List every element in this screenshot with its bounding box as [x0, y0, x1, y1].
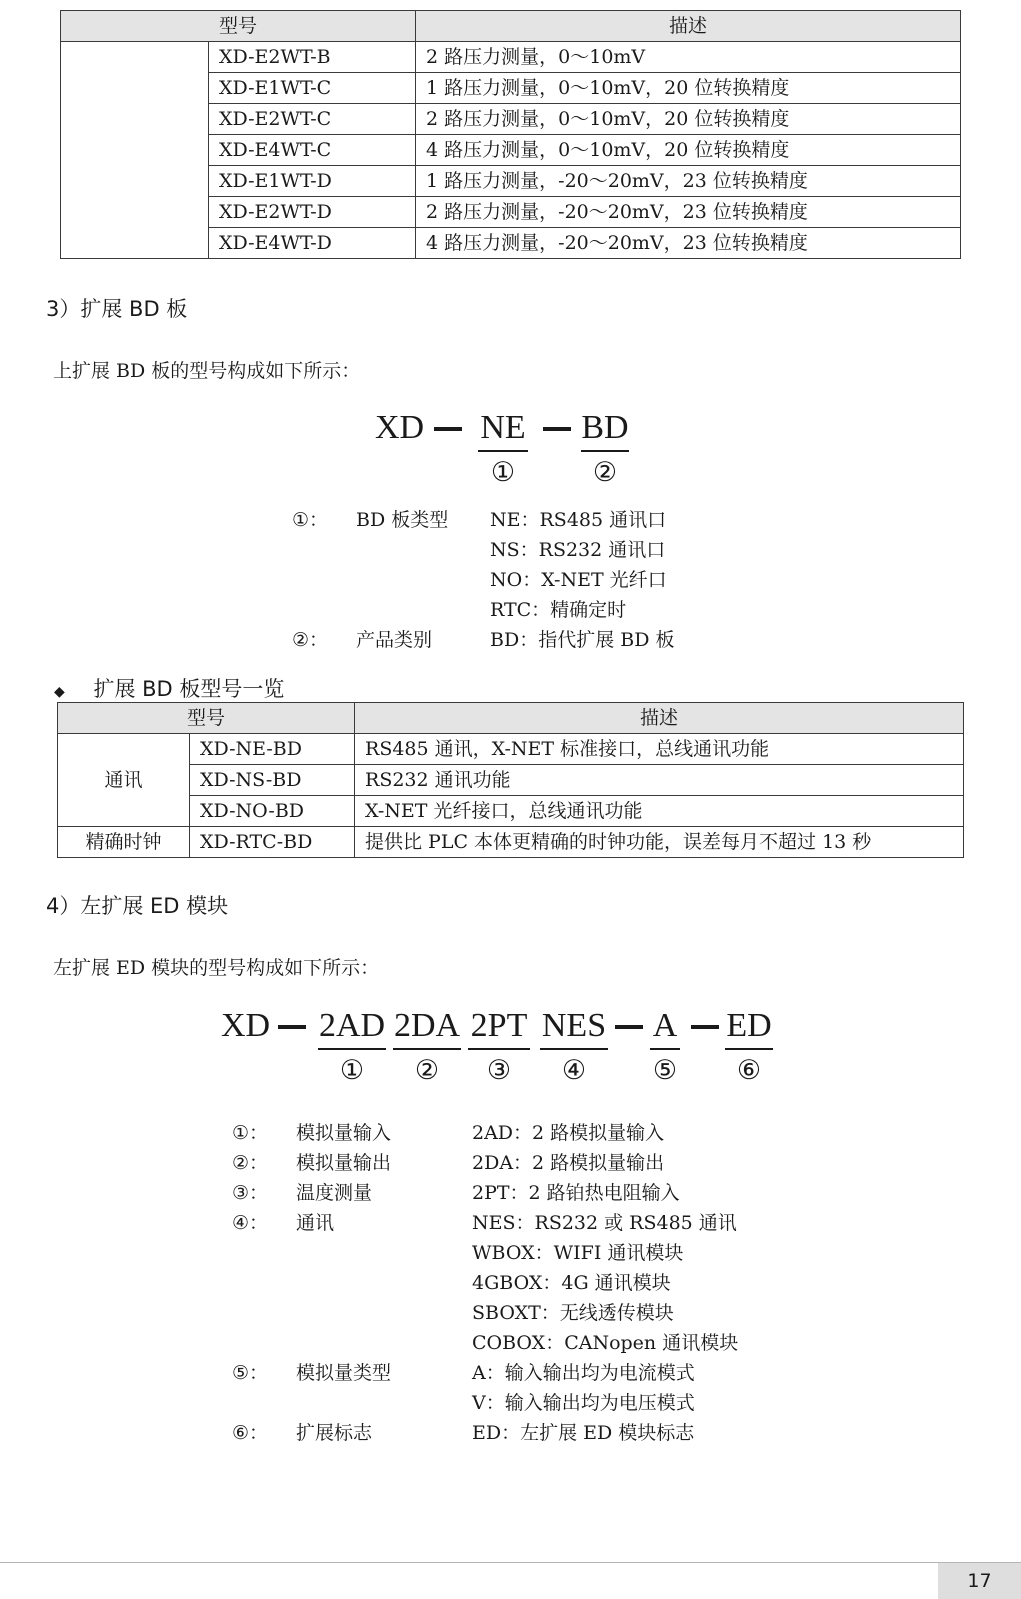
legend-number: ④：: [232, 1212, 269, 1234]
segment-number: ⑥: [736, 1055, 762, 1085]
segment-number: ②: [414, 1055, 440, 1085]
model-cell: XD-NE-BD: [190, 734, 355, 765]
formula-dash: [543, 427, 571, 431]
desc-cell: 1 路压力测量，0～10mV，20 位转换精度: [416, 73, 961, 104]
formula-dash: [278, 1025, 306, 1029]
legend-value: NS：RS232 通讯口: [490, 539, 666, 561]
segment-code: 2PT: [468, 1006, 530, 1050]
formula-segment-1: [318, 1006, 386, 1086]
desc-cell: 2 路压力测量，0～10mV，20 位转换精度: [416, 104, 961, 135]
segment-code: NE: [478, 408, 528, 452]
legend-label: 通讯: [296, 1212, 335, 1234]
legend-value: BD：指代扩展 BD 板: [490, 629, 675, 651]
formula-dash: [691, 1025, 719, 1029]
table-header-row: [58, 703, 964, 734]
formula-segment-6: [725, 1006, 773, 1086]
formula-dash: [615, 1025, 643, 1029]
bd-model-formula: [372, 408, 662, 488]
list-title-text: 扩展 BD 板型号一览: [93, 677, 285, 701]
legend-value: WBOX：WIFI 通讯模块: [472, 1242, 684, 1264]
segment-code: A: [650, 1006, 680, 1050]
legend-number: ②：: [292, 629, 329, 651]
header-desc: 描述: [416, 11, 961, 42]
legend-value: NES：RS232 或 RS485 通讯: [472, 1212, 737, 1234]
formula-segment-2: [581, 408, 629, 488]
legend-number: ⑤：: [232, 1362, 269, 1384]
bd-legend: [292, 505, 792, 655]
desc-cell: 2 路压力测量，0～10mV: [416, 42, 961, 73]
segment-number: ②: [592, 457, 618, 487]
table-row: [58, 827, 964, 858]
segment-code: NES: [540, 1006, 608, 1050]
section-3-intro: 上扩展 BD 板的型号构成如下所示：: [53, 360, 361, 382]
legend-label: BD 板类型: [356, 509, 449, 531]
legend-label: 模拟量输入: [296, 1122, 392, 1144]
formula-segment-1: [478, 408, 528, 488]
segment-number: ④: [561, 1055, 587, 1085]
group-cell-empty: [61, 42, 209, 259]
model-cell: XD-E2WT-C: [209, 104, 416, 135]
formula-segment-3: [468, 1006, 530, 1086]
legend-label: 温度测量: [296, 1182, 373, 1204]
section-3-heading: 3）扩展 BD 板: [46, 297, 188, 321]
group-cell: 通讯: [58, 734, 190, 827]
table-header-row: [61, 11, 961, 42]
segment-number: ①: [339, 1055, 365, 1085]
bullet-icon: ◆: [54, 684, 65, 700]
pressure-module-table: [60, 10, 961, 259]
segment-number: ①: [490, 457, 516, 487]
legend-number: ①：: [292, 509, 329, 531]
desc-cell: X-NET 光纤接口，总线通讯功能: [355, 796, 964, 827]
model-cell: XD-NO-BD: [190, 796, 355, 827]
model-cell: XD-E1WT-D: [209, 166, 416, 197]
segment-code: ED: [725, 1006, 773, 1050]
model-cell: XD-E4WT-D: [209, 228, 416, 259]
legend-value: A：输入输出均为电流模式: [472, 1362, 695, 1384]
header-desc: 描述: [355, 703, 964, 734]
legend-value: RTC：精确定时: [490, 599, 627, 621]
legend-label: 模拟量输出: [296, 1152, 392, 1174]
legend-value: V：输入输出均为电压模式: [472, 1392, 695, 1414]
ed-legend: [232, 1118, 792, 1458]
model-cell: XD-NS-BD: [190, 765, 355, 796]
segment-code: 2DA: [393, 1006, 461, 1050]
model-cell: XD-E2WT-B: [209, 42, 416, 73]
legend-value: SBOXT：无线透传模块: [472, 1302, 674, 1324]
legend-number: ⑥：: [232, 1422, 269, 1444]
formula-segment-4: [540, 1006, 608, 1086]
table-row: [61, 42, 961, 73]
desc-cell: 4 路压力测量，-20～20mV，23 位转换精度: [416, 228, 961, 259]
model-cell: XD-E1WT-C: [209, 73, 416, 104]
bd-list-title: [54, 673, 284, 703]
legend-number: ③：: [232, 1182, 269, 1204]
table-row: [58, 796, 964, 827]
table-row: [58, 734, 964, 765]
group-cell: 精确时钟: [58, 827, 190, 858]
legend-number: ①：: [232, 1122, 269, 1144]
formula-prefix: XD: [220, 1007, 271, 1044]
desc-cell: 1 路压力测量，-20～20mV，23 位转换精度: [416, 166, 961, 197]
bd-model-table: [57, 702, 964, 858]
section-4-intro: 左扩展 ED 模块的型号构成如下所示：: [53, 957, 380, 979]
section-4-heading: 4）左扩展 ED 模块: [46, 894, 229, 918]
model-cell: XD-E2WT-D: [209, 197, 416, 228]
legend-label: 模拟量类型: [296, 1362, 392, 1384]
formula-segment-2: [393, 1006, 461, 1086]
desc-cell: 4 路压力测量，0～10mV，20 位转换精度: [416, 135, 961, 166]
header-model: 型号: [61, 11, 416, 42]
model-cell: XD-E4WT-C: [209, 135, 416, 166]
legend-value: NO：X-NET 光纤口: [490, 569, 667, 591]
segment-number: ③: [486, 1055, 512, 1085]
legend-label: 产品类别: [356, 629, 433, 651]
page-number: 17: [938, 1563, 1021, 1599]
legend-value: 2AD：2 路模拟量输入: [472, 1122, 665, 1144]
legend-number: ②：: [232, 1152, 269, 1174]
header-model: 型号: [58, 703, 355, 734]
ed-model-formula: [218, 1006, 798, 1086]
segment-code: 2AD: [318, 1006, 386, 1050]
desc-cell: 提供比 PLC 本体更精确的时钟功能，误差每月不超过 13 秒: [355, 827, 964, 858]
segment-code: BD: [581, 408, 629, 452]
legend-value: 2DA：2 路模拟量输出: [472, 1152, 665, 1174]
segment-number: ⑤: [652, 1055, 678, 1085]
legend-value: ED：左扩展 ED 模块标志: [472, 1422, 695, 1444]
legend-value: 4GBOX：4G 通讯模块: [472, 1272, 671, 1294]
legend-value: COBOX：CANopen 通讯模块: [472, 1332, 739, 1354]
table-row: [58, 765, 964, 796]
formula-dash: [434, 427, 462, 431]
formula-segment-5: [650, 1006, 680, 1086]
legend-label: 扩展标志: [296, 1422, 373, 1444]
legend-value: NE：RS485 通讯口: [490, 509, 667, 531]
formula-prefix: XD: [374, 409, 425, 446]
desc-cell: RS485 通讯，X-NET 标准接口，总线通讯功能: [355, 734, 964, 765]
desc-cell: RS232 通讯功能: [355, 765, 964, 796]
desc-cell: 2 路压力测量，-20～20mV，23 位转换精度: [416, 197, 961, 228]
model-cell: XD-RTC-BD: [190, 827, 355, 858]
footer-divider: [0, 1562, 1021, 1563]
legend-value: 2PT：2 路铂热电阻输入: [472, 1182, 680, 1204]
